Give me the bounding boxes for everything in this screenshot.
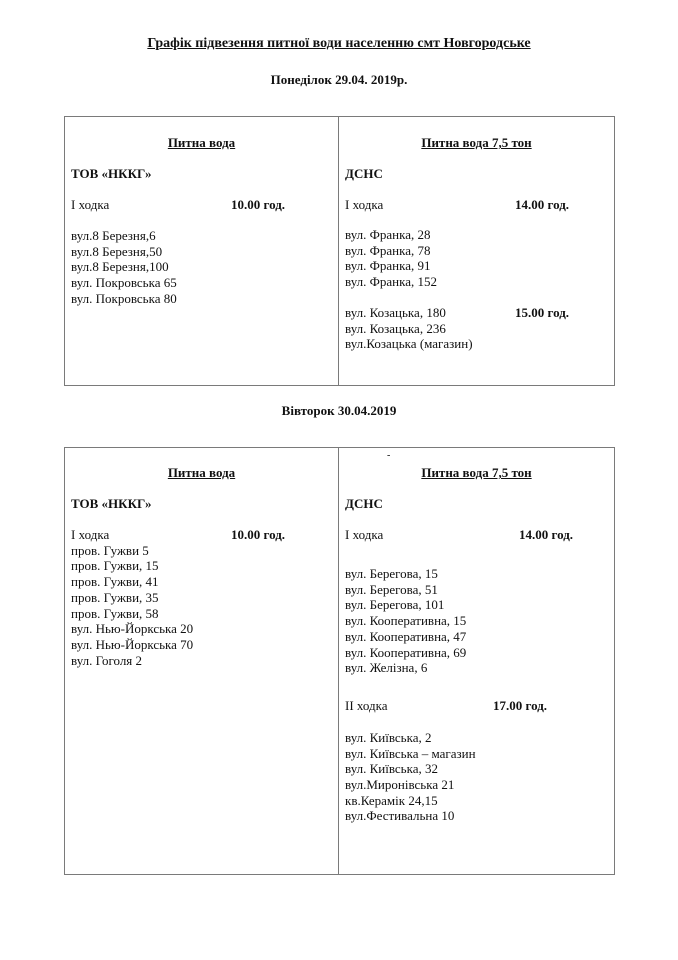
address-list-second-group — [339, 305, 614, 352]
schedule-table-monday — [64, 116, 615, 386]
address-item: вул. Київська, 2 — [345, 729, 432, 745]
address-item: вул. Берегова, 51 — [345, 581, 438, 597]
address-item: вул. Франка, 152 — [345, 274, 437, 290]
address-item: вул.8 Березня,100 — [71, 259, 169, 275]
address-item: вул.Миронівська 21 — [345, 777, 455, 793]
address-item: вул. Желізна, 6 — [345, 660, 428, 676]
trip-time: 14.00 год. — [519, 527, 574, 542]
address-item: вул. Франка, 91 — [345, 258, 431, 274]
trip-label: І ходка — [71, 527, 110, 542]
address-row-with-time — [345, 305, 614, 321]
address-list — [339, 227, 614, 290]
address-list — [65, 228, 338, 307]
trip-label: І ходка — [345, 527, 384, 542]
trip-time: 10.00 год. — [231, 527, 286, 542]
address-item: пров. Гужви, 58 — [71, 605, 159, 621]
trip-label: І ходка — [345, 197, 384, 212]
address-item: вул.Козацька (магазин) — [345, 336, 473, 352]
address-item: пров. Гужви, 15 — [71, 558, 159, 574]
address-item: вул. Берегова, 101 — [345, 597, 445, 613]
column-water-nkkg — [65, 448, 339, 874]
address-item: пров. Гужви, 41 — [71, 574, 159, 590]
address-item: вул. Франка, 78 — [345, 242, 431, 258]
trip-time: 17.00 год. — [493, 697, 548, 713]
address-item: вул. Козацька, 236 — [345, 320, 446, 336]
address-item: вул. Кооперативна, 69 — [345, 644, 467, 660]
trip-time: 15.00 год. — [515, 304, 570, 320]
address-item: вул. Нью-Йоркська 20 — [71, 621, 194, 637]
address-item: вул. Київська – магазин — [345, 745, 476, 761]
address-item: вул. Кооперативна, 15 — [345, 613, 467, 629]
trip-row — [339, 527, 614, 543]
address-list-second-trip — [339, 730, 614, 824]
address-item: вул. Покровська 65 — [71, 275, 177, 291]
column-header: Питна вода — [167, 465, 236, 480]
address-item: вул. Козацька, 180 — [345, 304, 446, 320]
organization-name: ДСНС — [345, 496, 383, 511]
address-item: вул. Нью-Йоркська 70 — [71, 636, 194, 652]
column-header: Питна вода — [167, 135, 236, 150]
column-water-nkkg — [65, 117, 339, 385]
address-list — [339, 566, 614, 676]
address-item: вул. Кооперативна, 47 — [345, 628, 467, 644]
address-item: вул. Франка, 28 — [345, 227, 431, 242]
trip-time: 14.00 год. — [515, 197, 570, 212]
day-heading-tuesday: Вівторок 30.04.2019 — [281, 403, 397, 418]
trip-label: І ходка — [71, 197, 110, 212]
organization-name: ДСНС — [345, 166, 383, 181]
trip-row — [65, 197, 338, 213]
day-heading-monday: Понеділок 29.04. 2019р. — [270, 72, 408, 87]
address-item: вул.8 Березня,6 — [71, 228, 156, 243]
trip-row — [339, 698, 614, 714]
column-water-dsns — [339, 448, 614, 874]
address-item: вул. Гоголя 2 — [71, 652, 143, 668]
address-item: пров. Гужви 5 — [71, 542, 149, 558]
address-item: вул. Покровська 80 — [71, 290, 177, 306]
address-item: вул. Київська, 32 — [345, 761, 438, 777]
address-item: пров. Гужви, 35 — [71, 589, 159, 605]
column-header: Питна вода 7,5 тон — [421, 465, 532, 480]
address-item: вул. Берегова, 15 — [345, 566, 438, 581]
page-title: Графік підвезення питної води населенню смт Новгородське — [147, 36, 531, 51]
address-list — [65, 543, 338, 669]
column-header: Питна вода 7,5 тон — [421, 135, 532, 150]
stray-mark-icon: - — [387, 450, 391, 461]
trip-row — [65, 527, 338, 543]
column-water-dsns — [339, 117, 614, 385]
organization-name: ТОВ «НККГ» — [71, 496, 152, 511]
address-item: кв.Керамік 24,15 — [345, 792, 438, 808]
address-item: вул.8 Березня,50 — [71, 243, 163, 259]
organization-name: ТОВ «НККГ» — [71, 166, 152, 181]
schedule-table-tuesday — [64, 447, 615, 875]
trip-label: ІІ ходка — [345, 697, 388, 713]
address-item: вул.Фестивальна 10 — [345, 808, 455, 824]
trip-row — [339, 197, 614, 213]
trip-time: 10.00 год. — [231, 197, 286, 212]
